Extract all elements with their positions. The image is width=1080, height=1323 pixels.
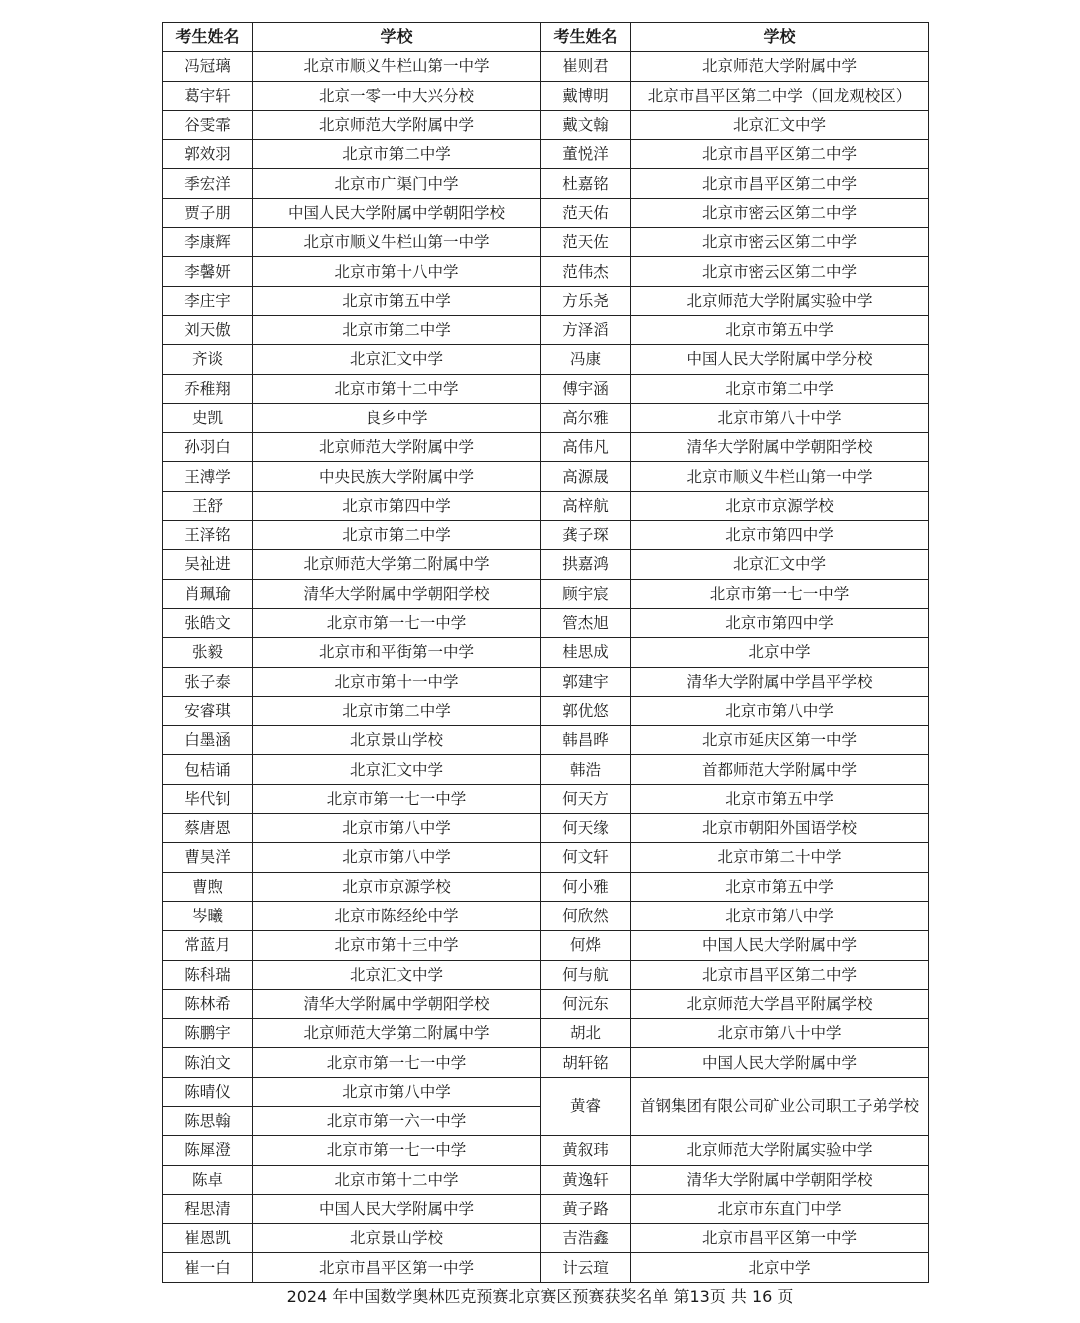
student-name-left: 程思清	[163, 1194, 253, 1223]
student-name-right: 范天佐	[541, 228, 631, 257]
student-name-left: 刘天傲	[163, 315, 253, 344]
student-name-right: 高尔雅	[541, 403, 631, 432]
student-name-left: 贾子朋	[163, 198, 253, 227]
table-row	[163, 784, 929, 813]
student-name-right: 韩浩	[541, 755, 631, 784]
school-name-left: 北京市顺义牛栏山第一中学	[253, 52, 541, 81]
student-name-right: 董悦洋	[541, 140, 631, 169]
table-row	[163, 579, 929, 608]
table-row	[163, 1194, 929, 1223]
school-name-right: 北京市朝阳外国语学校	[631, 814, 929, 843]
school-name-right: 北京市第一七一中学	[631, 579, 929, 608]
student-name-right: 何小雅	[541, 872, 631, 901]
student-name-left: 孙羽白	[163, 433, 253, 462]
table-header-row	[163, 23, 929, 52]
student-name-left: 陈晴仪	[163, 1077, 253, 1106]
school-name-left: 北京市广渠门中学	[253, 169, 541, 198]
school-name-left: 北京市第四中学	[253, 491, 541, 520]
table-row	[163, 140, 929, 169]
student-name-left: 毕代钊	[163, 784, 253, 813]
school-name-left: 北京一零一中大兴分校	[253, 81, 541, 110]
school-name-left: 中央民族大学附属中学	[253, 462, 541, 491]
student-name-left: 史凯	[163, 403, 253, 432]
student-name-left: 张子泰	[163, 667, 253, 696]
student-name-right: 桂思成	[541, 638, 631, 667]
school-name-right: 北京市第五中学	[631, 872, 929, 901]
table-row	[163, 1136, 929, 1165]
student-name-right: 何天缘	[541, 814, 631, 843]
table-row	[163, 726, 929, 755]
school-name-left: 北京市第十八中学	[253, 257, 541, 286]
student-name-right: 黄逸轩	[541, 1165, 631, 1194]
school-name-right: 清华大学附属中学朝阳学校	[631, 1165, 929, 1194]
student-name-right: 韩昌晔	[541, 726, 631, 755]
student-name-left: 季宏洋	[163, 169, 253, 198]
page-footer: 2024 年中国数学奥林匹克预赛北京赛区预赛获奖名单 第13页 共 16 页	[286, 1287, 794, 1306]
school-name-right: 首都师范大学附属中学	[631, 755, 929, 784]
school-name-right: 首钢集团有限公司矿业公司职工子弟学校	[631, 1077, 929, 1136]
table-row	[163, 52, 929, 81]
school-name-left: 北京市第十一中学	[253, 667, 541, 696]
school-name-right: 清华大学附属中学昌平学校	[631, 667, 929, 696]
table-row	[163, 198, 929, 227]
student-name-right: 管杰旭	[541, 608, 631, 637]
table-row	[163, 1253, 929, 1282]
school-name-right: 北京市第四中学	[631, 521, 929, 550]
table-row	[163, 989, 929, 1018]
school-name-right: 北京市第八十中学	[631, 403, 929, 432]
table-row	[163, 110, 929, 139]
student-name-left: 陈林希	[163, 989, 253, 1018]
school-name-right: 北京市第二中学	[631, 374, 929, 403]
student-name-right: 何文轩	[541, 843, 631, 872]
student-name-left: 崔恩凯	[163, 1224, 253, 1253]
school-name-right: 北京市第八十中学	[631, 1019, 929, 1048]
school-name-left: 北京汇文中学	[253, 960, 541, 989]
school-name-right: 中国人民大学附属中学	[631, 1048, 929, 1077]
student-name-right: 黄睿	[541, 1077, 631, 1136]
school-name-left: 北京市京源学校	[253, 872, 541, 901]
school-name-right: 北京市第二十中学	[631, 843, 929, 872]
student-name-right: 何欣然	[541, 901, 631, 930]
student-name-right: 高梓航	[541, 491, 631, 520]
school-name-right: 北京师范大学附属实验中学	[631, 286, 929, 315]
school-name-left: 北京师范大学附属中学	[253, 433, 541, 462]
school-name-left: 北京市第一六一中学	[253, 1106, 541, 1135]
student-name-left: 白墨涵	[163, 726, 253, 755]
student-name-right: 高源晟	[541, 462, 631, 491]
school-name-left: 北京市第十二中学	[253, 374, 541, 403]
student-name-left: 陈思翰	[163, 1106, 253, 1135]
school-name-right: 北京中学	[631, 638, 929, 667]
header-name-left: 考生姓名	[163, 23, 253, 52]
table-row	[163, 315, 929, 344]
student-name-left: 李庄宇	[163, 286, 253, 315]
table-row	[163, 521, 929, 550]
student-name-left: 吴祉进	[163, 550, 253, 579]
table-row	[163, 1077, 929, 1106]
student-name-right: 何烨	[541, 931, 631, 960]
student-name-right: 高伟凡	[541, 433, 631, 462]
student-name-right: 顾宇宸	[541, 579, 631, 608]
student-name-right: 方泽滔	[541, 315, 631, 344]
school-name-right: 北京市第五中学	[631, 315, 929, 344]
student-name-right: 拱嘉鸿	[541, 550, 631, 579]
school-name-left: 北京市第八中学	[253, 843, 541, 872]
student-name-left: 崔一白	[163, 1253, 253, 1282]
school-name-right: 北京市密云区第二中学	[631, 228, 929, 257]
school-name-left: 北京市第十三中学	[253, 931, 541, 960]
school-name-left: 良乡中学	[253, 403, 541, 432]
student-name-left: 包桔诵	[163, 755, 253, 784]
table-row	[163, 755, 929, 784]
student-name-right: 戴博明	[541, 81, 631, 110]
student-name-right: 胡北	[541, 1019, 631, 1048]
student-name-left: 冯冠璃	[163, 52, 253, 81]
award-roster-table	[162, 22, 929, 1283]
school-name-left: 清华大学附属中学朝阳学校	[253, 989, 541, 1018]
school-name-right: 北京市密云区第二中学	[631, 198, 929, 227]
table-row	[163, 491, 929, 520]
student-name-right: 何与航	[541, 960, 631, 989]
school-name-left: 北京市第五中学	[253, 286, 541, 315]
school-name-right: 北京市东直门中学	[631, 1194, 929, 1223]
school-name-left: 北京市和平街第一中学	[253, 638, 541, 667]
school-name-right: 北京市京源学校	[631, 491, 929, 520]
header-school-left: 学校	[253, 23, 541, 52]
table-row	[163, 403, 929, 432]
table-row	[163, 286, 929, 315]
student-name-left: 王泽铭	[163, 521, 253, 550]
student-name-left: 常蓝月	[163, 931, 253, 960]
school-name-right: 北京市昌平区第二中学	[631, 960, 929, 989]
table-row	[163, 1048, 929, 1077]
school-name-right: 北京市昌平区第二中学	[631, 140, 929, 169]
table-row	[163, 608, 929, 637]
student-name-right: 杜嘉铭	[541, 169, 631, 198]
table-row	[163, 433, 929, 462]
student-name-left: 谷雯霏	[163, 110, 253, 139]
school-name-right: 中国人民大学附属中学	[631, 931, 929, 960]
table-row	[163, 550, 929, 579]
table-row	[163, 843, 929, 872]
student-name-left: 陈科瑞	[163, 960, 253, 989]
school-name-left: 北京市第二中学	[253, 521, 541, 550]
student-name-left: 李康辉	[163, 228, 253, 257]
student-name-left: 郭效羽	[163, 140, 253, 169]
school-name-right: 北京市昌平区第二中学（回龙观校区）	[631, 81, 929, 110]
table-row	[163, 1165, 929, 1194]
student-name-right: 黄叙玮	[541, 1136, 631, 1165]
student-name-left: 蔡唐恩	[163, 814, 253, 843]
table-row	[163, 462, 929, 491]
school-name-left: 北京市第二中学	[253, 315, 541, 344]
school-name-right: 北京汇文中学	[631, 110, 929, 139]
school-name-right: 北京市昌平区第二中学	[631, 169, 929, 198]
student-name-left: 曹煦	[163, 872, 253, 901]
school-name-left: 北京师范大学第二附属中学	[253, 1019, 541, 1048]
school-name-left: 北京市第八中学	[253, 1077, 541, 1106]
school-name-right: 北京市密云区第二中学	[631, 257, 929, 286]
school-name-right: 北京汇文中学	[631, 550, 929, 579]
school-name-left: 北京师范大学附属中学	[253, 110, 541, 139]
student-name-right: 范伟杰	[541, 257, 631, 286]
school-name-left: 北京景山学校	[253, 726, 541, 755]
student-name-right: 崔则君	[541, 52, 631, 81]
school-name-left: 北京汇文中学	[253, 755, 541, 784]
school-name-left: 北京景山学校	[253, 1224, 541, 1253]
student-name-left: 乔稚翔	[163, 374, 253, 403]
school-name-left: 中国人民大学附属中学朝阳学校	[253, 198, 541, 227]
table-row	[163, 374, 929, 403]
table-row	[163, 872, 929, 901]
school-name-left: 北京市第八中学	[253, 814, 541, 843]
school-name-left: 北京市第十二中学	[253, 1165, 541, 1194]
table-row	[163, 1019, 929, 1048]
school-name-left: 北京市陈经纶中学	[253, 901, 541, 930]
school-name-left: 中国人民大学附属中学	[253, 1194, 541, 1223]
student-name-left: 曹昊洋	[163, 843, 253, 872]
student-name-left: 齐谈	[163, 345, 253, 374]
school-name-left: 北京市第二中学	[253, 140, 541, 169]
table-row	[163, 901, 929, 930]
student-name-left: 王溥学	[163, 462, 253, 491]
student-name-left: 陈泊文	[163, 1048, 253, 1077]
school-name-left: 北京市第一七一中学	[253, 784, 541, 813]
student-name-right: 戴文翰	[541, 110, 631, 139]
student-name-left: 安睿琪	[163, 696, 253, 725]
student-name-right: 黄子路	[541, 1194, 631, 1223]
student-name-left: 陈卓	[163, 1165, 253, 1194]
school-name-right: 北京师范大学附属中学	[631, 52, 929, 81]
school-name-right: 北京市顺义牛栏山第一中学	[631, 462, 929, 491]
student-name-right: 方乐尧	[541, 286, 631, 315]
student-name-left: 张皓文	[163, 608, 253, 637]
student-name-right: 何沅东	[541, 989, 631, 1018]
student-name-left: 陈鹏宇	[163, 1019, 253, 1048]
student-name-right: 冯康	[541, 345, 631, 374]
student-name-right: 范天佑	[541, 198, 631, 227]
table-row	[163, 228, 929, 257]
school-name-left: 清华大学附属中学朝阳学校	[253, 579, 541, 608]
student-name-left: 李馨妍	[163, 257, 253, 286]
school-name-left: 北京市昌平区第一中学	[253, 1253, 541, 1282]
school-name-right: 北京市第八中学	[631, 901, 929, 930]
header-name-right: 考生姓名	[541, 23, 631, 52]
table-row	[163, 81, 929, 110]
table-row	[163, 638, 929, 667]
school-name-right: 北京师范大学附属实验中学	[631, 1136, 929, 1165]
student-name-left: 王舒	[163, 491, 253, 520]
student-name-right: 吉浩鑫	[541, 1224, 631, 1253]
student-name-left: 岑曦	[163, 901, 253, 930]
table-row	[163, 257, 929, 286]
school-name-left: 北京汇文中学	[253, 345, 541, 374]
student-name-right: 计云瑄	[541, 1253, 631, 1282]
school-name-left: 北京市顺义牛栏山第一中学	[253, 228, 541, 257]
table-row	[163, 931, 929, 960]
table-row	[163, 814, 929, 843]
school-name-right: 北京市昌平区第一中学	[631, 1224, 929, 1253]
school-name-right: 清华大学附属中学朝阳学校	[631, 433, 929, 462]
table-row	[163, 1224, 929, 1253]
school-name-left: 北京市第二中学	[253, 696, 541, 725]
student-name-left: 葛宇轩	[163, 81, 253, 110]
school-name-right: 北京中学	[631, 1253, 929, 1282]
school-name-left: 北京市第一七一中学	[253, 1136, 541, 1165]
student-name-right: 郭优悠	[541, 696, 631, 725]
school-name-right: 中国人民大学附属中学分校	[631, 345, 929, 374]
student-name-right: 龚子琛	[541, 521, 631, 550]
table-row	[163, 667, 929, 696]
header-school-right: 学校	[631, 23, 929, 52]
student-name-right: 傅宇涵	[541, 374, 631, 403]
student-name-left: 张毅	[163, 638, 253, 667]
table-row	[163, 345, 929, 374]
student-name-left: 肖珮瑜	[163, 579, 253, 608]
school-name-left: 北京市第一七一中学	[253, 1048, 541, 1077]
student-name-right: 何天方	[541, 784, 631, 813]
school-name-right: 北京市第八中学	[631, 696, 929, 725]
table-row	[163, 696, 929, 725]
table-row	[163, 169, 929, 198]
school-name-left: 北京市第一七一中学	[253, 608, 541, 637]
student-name-right: 胡轩铭	[541, 1048, 631, 1077]
student-name-right: 郭建宇	[541, 667, 631, 696]
school-name-right: 北京市第四中学	[631, 608, 929, 637]
table-row	[163, 960, 929, 989]
roster-body	[163, 52, 929, 1282]
student-name-left: 陈犀澄	[163, 1136, 253, 1165]
school-name-right: 北京市延庆区第一中学	[631, 726, 929, 755]
school-name-left: 北京师范大学第二附属中学	[253, 550, 541, 579]
school-name-right: 北京市第五中学	[631, 784, 929, 813]
school-name-right: 北京师范大学昌平附属学校	[631, 989, 929, 1018]
